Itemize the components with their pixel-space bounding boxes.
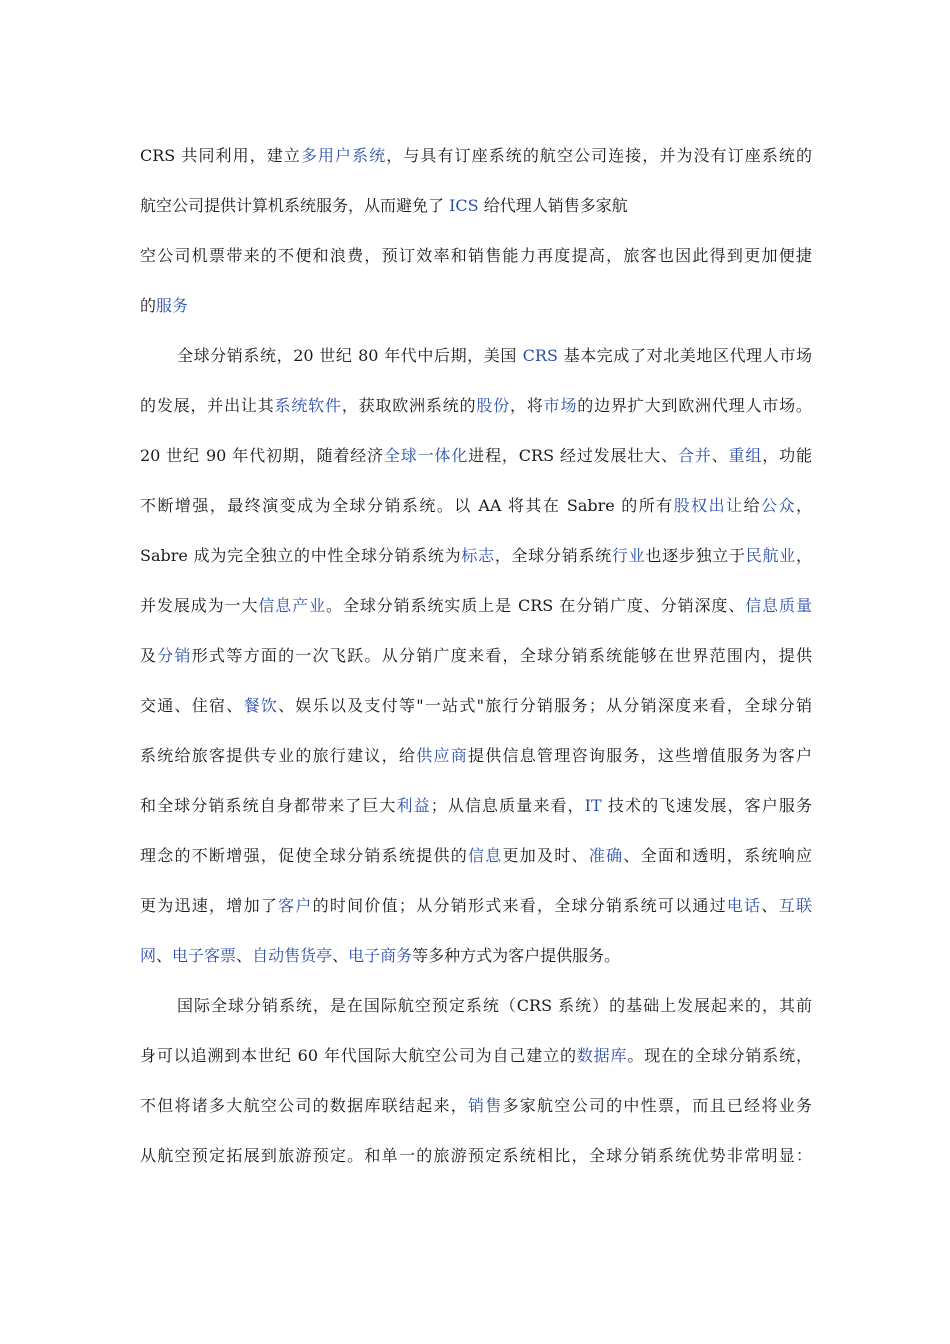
text-run: 和全球分销系统自身都带来了巨大 — [140, 796, 397, 815]
text-run: 形式等方面的一次飞跃。从分销广度来看，全球分销系统能够在世界范围内，提供 — [191, 646, 812, 665]
hyperlink[interactable]: 供应商 — [416, 746, 468, 765]
text-run: ，功能 — [762, 446, 812, 465]
text-line-p2-l8 — [140, 690, 812, 740]
hyperlink[interactable]: 电子商务 — [348, 946, 413, 965]
text-line-p3-l2 — [140, 1040, 812, 1090]
text-line-p2-l1 — [140, 340, 812, 390]
text-run: 不断增强，最终演变成为全球分销系统。以 AA 将其在 Sabre 的所有 — [140, 496, 674, 515]
text-run: 、 — [332, 946, 349, 965]
text-run: 进程，CRS 经过发展壮大、 — [468, 446, 678, 465]
text-line-p1-l4 — [140, 290, 812, 340]
text-run: 提供信息管理咨询服务，这些增值服务为客户 — [468, 746, 812, 765]
text-line-p1-l3 — [140, 240, 812, 290]
hyperlink[interactable]: 标志 — [461, 546, 495, 565]
text-run: 的边界扩大到欧洲代理人市场。 — [577, 396, 812, 415]
text-run: 更加及时、 — [502, 846, 589, 865]
hyperlink[interactable]: 准确 — [588, 846, 624, 865]
text-run: ，与具有订座系统的航空公司连接，并为没有订座系统的 — [386, 146, 812, 165]
text-run: ，全球分销系统 — [494, 546, 612, 565]
text-run: 给 — [743, 496, 762, 515]
hyperlink[interactable]: 信息 — [467, 846, 503, 865]
hyperlink[interactable]: 利益 — [396, 796, 431, 815]
text-line-p2-l2 — [140, 390, 812, 440]
hyperlink[interactable]: 市场 — [543, 396, 578, 415]
hyperlink[interactable]: 自动售货亭 — [252, 946, 333, 965]
text-run: 交通、住宿、 — [140, 696, 244, 715]
hyperlink[interactable]: ICS — [449, 196, 479, 215]
text-run: 系统给旅客提供专业的旅行建议，给 — [140, 746, 417, 765]
text-line-p2-l5 — [140, 540, 812, 590]
text-run: 理念的不断增强，促使全球分销系统提供的 — [140, 846, 468, 865]
text-run: 空公司机票带来的不便和浪费，预订效率和销售能力再度提高，旅客也因此得到更加便捷 — [140, 246, 812, 265]
text-run: 基本完成了对北美地区代理人市场 — [557, 346, 812, 365]
text-line-p2-l12 — [140, 890, 812, 940]
hyperlink[interactable]: 多用户系统 — [300, 146, 387, 165]
text-run: 不但将诸多大航空公司的数据库联结起来， — [140, 1096, 468, 1115]
hyperlink[interactable]: 股权出让 — [673, 496, 744, 515]
text-line-p2-l6 — [140, 590, 812, 640]
hyperlink[interactable]: 客户 — [278, 896, 313, 915]
text-line-p3-l3 — [140, 1090, 812, 1140]
text-run: 、 — [761, 896, 779, 915]
text-run: 给代理人销售多家航 — [478, 196, 628, 215]
hyperlink[interactable]: 电话 — [726, 896, 762, 915]
text-line-p2-l9 — [140, 740, 812, 790]
hyperlink[interactable]: 行业 — [611, 546, 646, 565]
text-run: ， — [795, 496, 812, 515]
text-run: 及 — [140, 646, 158, 665]
text-run: Sabre 成为完全独立的中性全球分销系统为 — [140, 546, 462, 565]
hyperlink[interactable]: 服务 — [156, 296, 189, 315]
hyperlink[interactable]: 全球一体化 — [383, 446, 469, 465]
text-run: 更为迅速，增加了 — [140, 896, 279, 915]
hyperlink[interactable]: 数据库 — [576, 1046, 628, 1065]
hyperlink[interactable]: CRS — [522, 346, 558, 365]
text-run: ， — [795, 546, 812, 565]
text-line-p1-l1 — [140, 140, 812, 190]
hyperlink[interactable]: 合并 — [677, 446, 712, 465]
text-run: 的时间价值；从分销形式来看，全球分销系统可以通过 — [312, 896, 727, 915]
text-run: 从航空预定拓展到旅游预定。和单一的旅游预定系统相比，全球分销系统优势非常明显： — [140, 1146, 812, 1165]
text-run: 、 — [711, 446, 729, 465]
hyperlink[interactable]: 重组 — [728, 446, 763, 465]
text-run: 等多种方式为客户提供服务。 — [412, 946, 621, 965]
hyperlink[interactable]: 分销 — [157, 646, 192, 665]
hyperlink[interactable]: 网 — [140, 946, 157, 965]
hyperlink[interactable]: IT — [584, 796, 602, 815]
text-run: 国际全球分销系统，是在国际航空预定系统（CRS 系统）的基础上发展起来的，其前 — [177, 996, 812, 1015]
text-run: 、全面和透明，系统响应 — [623, 846, 812, 865]
text-run: 航空公司提供计算机系统服务，从而避免了 — [140, 196, 450, 215]
text-run: 身可以追溯到本世纪 60 年代国际大航空公司为自己建立的 — [140, 1046, 577, 1065]
text-run: 20 世纪 90 年代初期，随着经济 — [140, 446, 384, 465]
text-run: 技术的飞速发展，客户服务 — [601, 796, 812, 815]
text-run: ；从信息质量来看， — [430, 796, 585, 815]
text-run: 多家航空公司的中性票，而且已经将业务 — [502, 1096, 812, 1115]
text-line-p2-l3 — [140, 440, 812, 490]
text-line-p2-l13 — [140, 940, 812, 990]
hyperlink[interactable]: 电子客票 — [172, 946, 237, 965]
text-run: 并发展成为一大 — [140, 596, 259, 615]
text-run: 、 — [236, 946, 253, 965]
hyperlink[interactable]: 信息质量 — [745, 596, 812, 615]
text-run: 的 — [140, 296, 157, 315]
hyperlink[interactable]: 互联 — [778, 896, 812, 915]
text-line-p2-l7 — [140, 640, 812, 690]
hyperlink[interactable]: 民航业 — [745, 546, 796, 565]
text-line-p2-l11 — [140, 840, 812, 890]
text-run: 的发展，并出让其 — [140, 396, 275, 415]
hyperlink[interactable]: 股份 — [476, 396, 511, 415]
text-run: 全球分销系统，20 世纪 80 年代中后期，美国 — [177, 346, 523, 365]
hyperlink[interactable]: 系统软件 — [274, 396, 342, 415]
text-run: 、娱乐以及支付等"一站式"旅行分销服务；从分销深度来看，全球分销 — [278, 696, 812, 715]
text-line-p2-l4 — [140, 490, 812, 540]
text-line-p3-l1 — [140, 990, 812, 1040]
text-run: 也逐步独立于 — [645, 546, 746, 565]
hyperlink[interactable]: 销售 — [467, 1096, 503, 1115]
document-body — [140, 140, 812, 1190]
text-run: 。现在的全球分销系统， — [627, 1046, 812, 1065]
hyperlink[interactable]: 餐饮 — [243, 696, 279, 715]
text-run: 。全球分销系统实质上是 CRS 在分销广度、分销深度、 — [326, 596, 746, 615]
text-run: ，将 — [510, 396, 544, 415]
hyperlink[interactable]: 公众 — [761, 496, 796, 515]
text-line-p1-l2 — [140, 190, 812, 240]
text-line-p2-l10 — [140, 790, 812, 840]
text-line-p3-l4 — [140, 1140, 812, 1190]
text-run: ，获取欧洲系统的 — [341, 396, 477, 415]
text-run: CRS 共同利用，建立 — [140, 146, 301, 165]
text-run: 、 — [156, 946, 173, 965]
hyperlink[interactable]: 信息产业 — [258, 596, 326, 615]
